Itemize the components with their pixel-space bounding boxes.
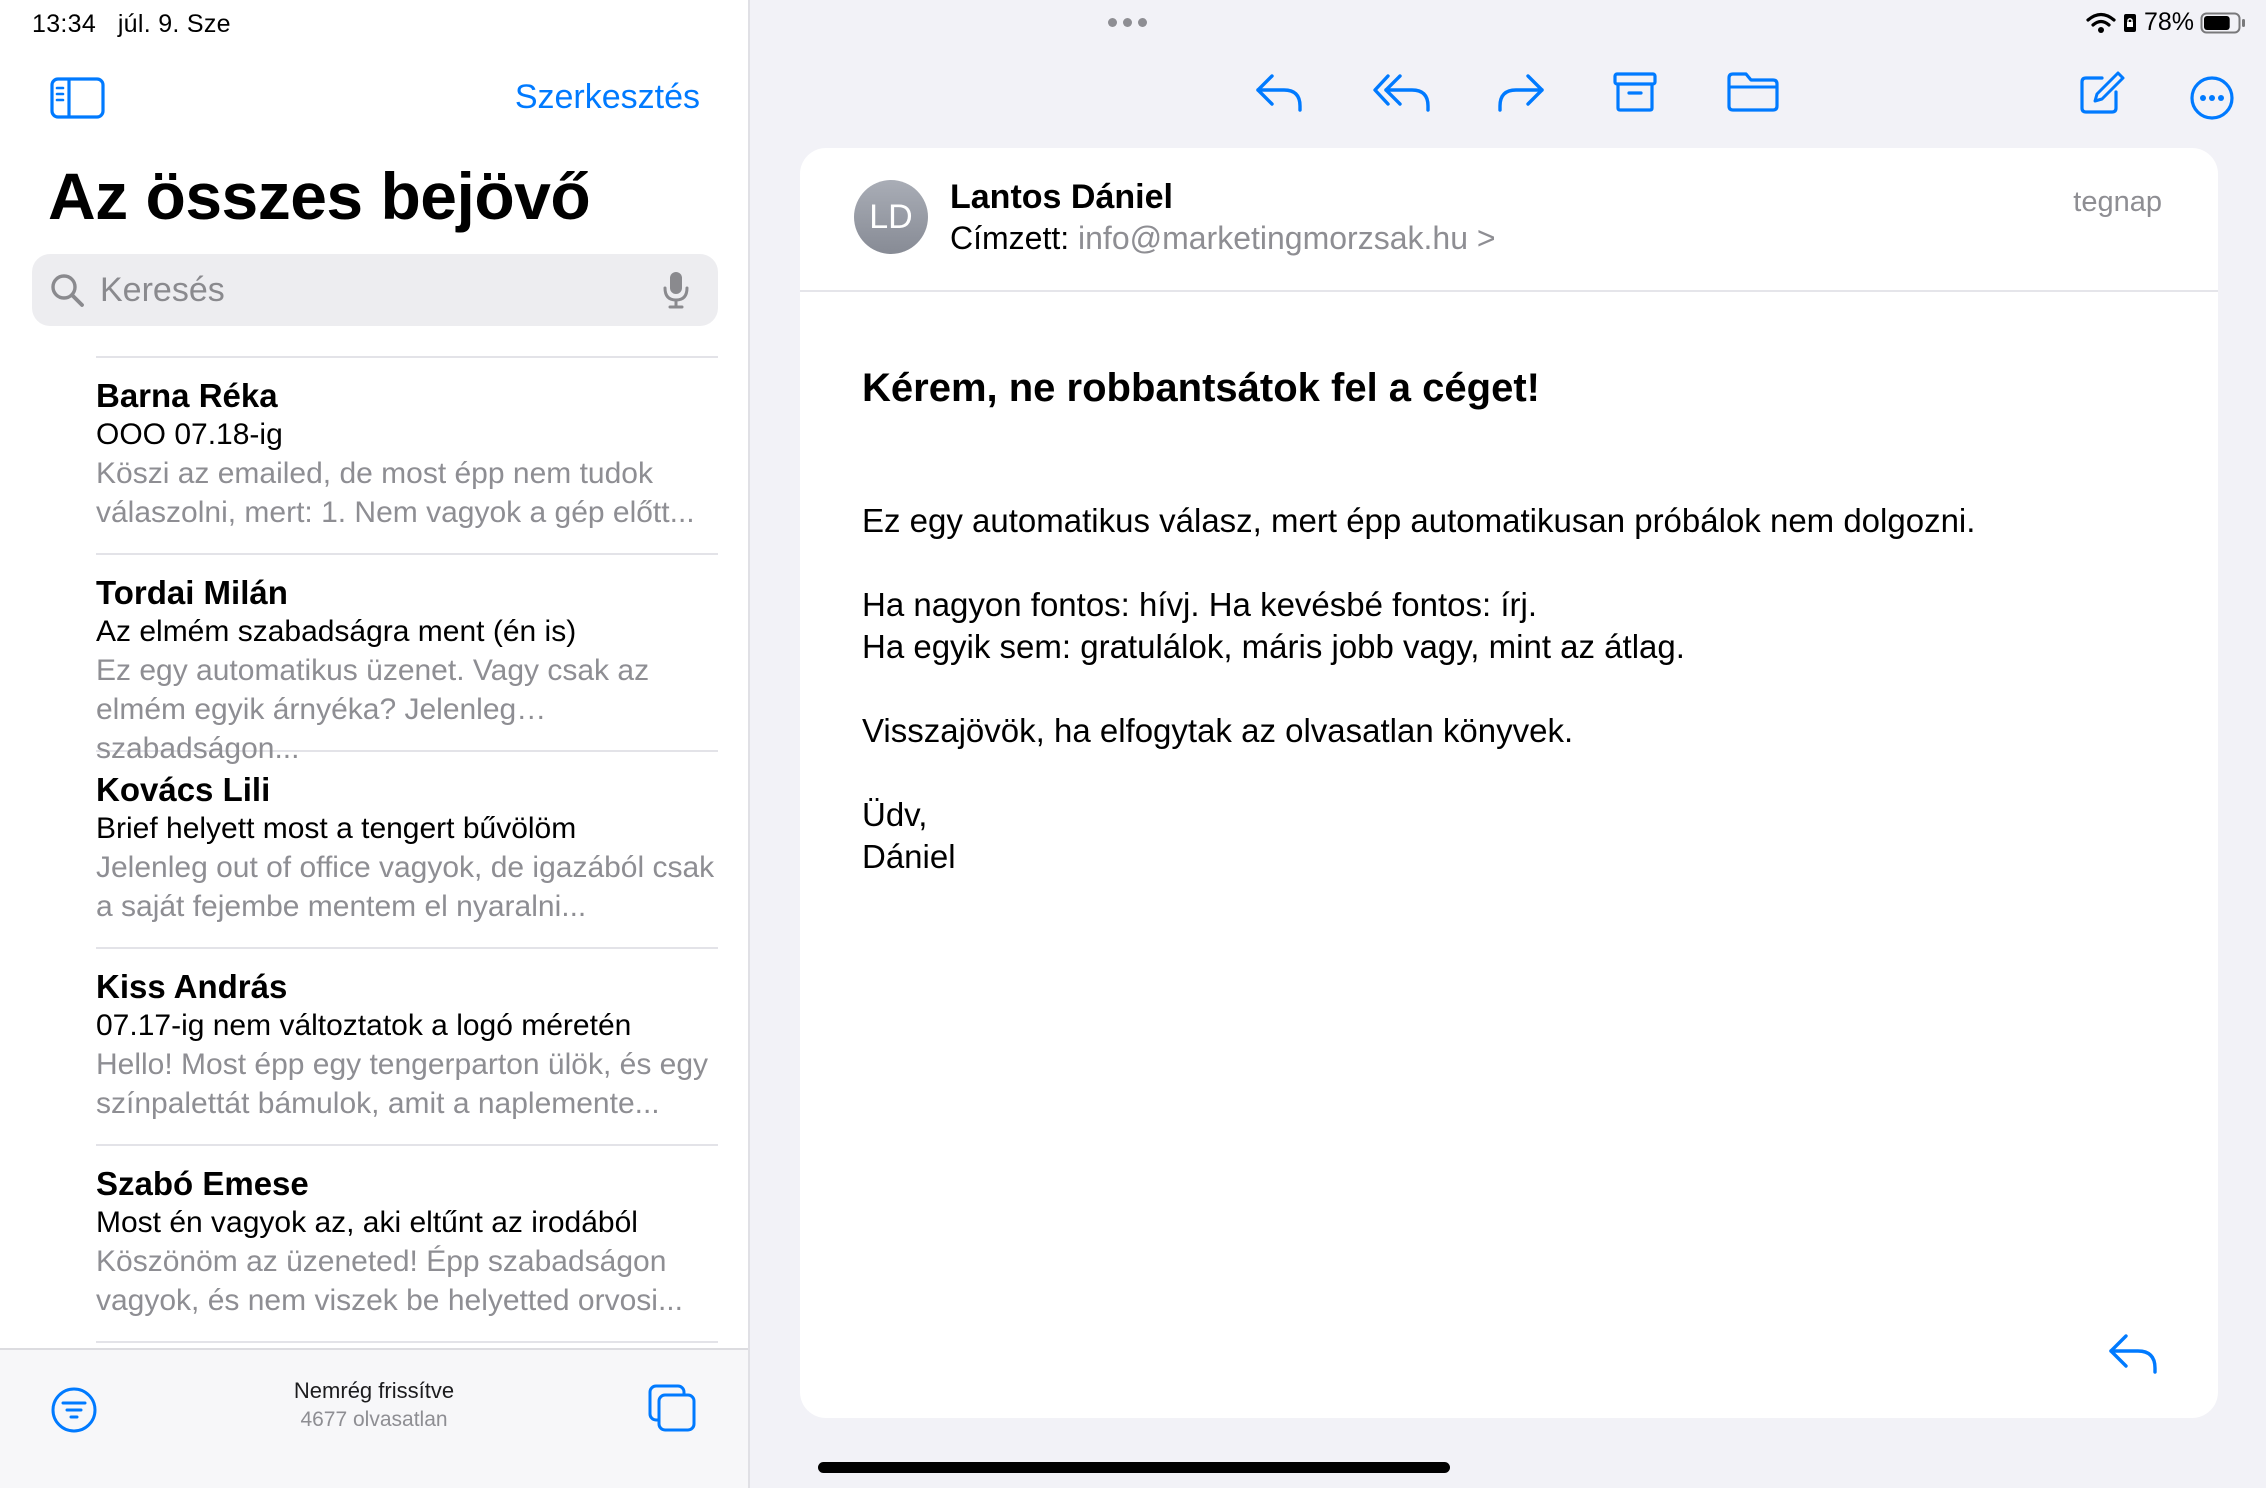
home-indicator[interactable] (818, 1462, 1450, 1473)
body-line: Ha nagyon fontos: hívj. Ha kevésbé fontos: írj. (862, 586, 1538, 623)
stacked-squares-icon (646, 1382, 698, 1434)
recipient-line[interactable] (950, 220, 1496, 257)
mail-preview: Jelenleg out of office vagyok, de igazából csak a saját fejembe mentem el nyaralni... (96, 851, 715, 923)
message-card (800, 148, 2218, 1418)
folder-icon (1726, 70, 1780, 114)
mail-list-item[interactable] (96, 750, 718, 947)
mailbox-pane (0, 0, 750, 1488)
recipient-address[interactable]: info@marketingmorzsak.hu > (1078, 220, 1496, 256)
search-bar (32, 254, 718, 326)
reply-icon (2106, 1328, 2160, 1376)
body-line: Üdv, (862, 796, 928, 833)
multi-window-button[interactable] (646, 1382, 698, 1434)
multitasking-dots[interactable] (1108, 18, 1147, 27)
mailbox-footer (0, 1348, 748, 1488)
body-line: Ha egyik sem: gratulálok, máris jobb vagy, mint az átlag. (862, 628, 1685, 665)
mail-subject: Az elmém szabadságra ment (én is) (96, 615, 577, 648)
mail-sender: Szabó Emese (96, 1165, 309, 1202)
wifi-icon (2086, 12, 2116, 34)
mail-sender: Barna Réka (96, 377, 278, 414)
archive-icon (1612, 70, 1658, 114)
mail-sender: Tordai Milán (96, 574, 288, 611)
message-body (862, 500, 2162, 920)
list-divider (96, 1341, 718, 1343)
more-button[interactable] (2188, 74, 2236, 122)
inline-reply-button[interactable] (2106, 1328, 2160, 1376)
status-time: 13:34 (32, 10, 97, 38)
body-paragraph (862, 794, 2162, 878)
header-divider (800, 290, 2218, 292)
orientation-lock-icon (2122, 12, 2138, 34)
mail-preview: Ez egy automatikus üzenet. Vagy csak az elmém egyik árnyéka? Jelenleg szabadságon... (96, 654, 650, 765)
status-date: júl. 9. Sze (117, 10, 231, 38)
battery-percent: 78% (2143, 8, 2194, 36)
forward-button[interactable] (1496, 70, 1546, 114)
page-title: Az összes bejövő (48, 159, 591, 233)
refresh-status (0, 1378, 748, 1432)
unread-count: 4677 olvasatlan (300, 1408, 448, 1431)
microphone-icon[interactable] (660, 270, 692, 310)
search-input[interactable] (100, 271, 660, 310)
mail-preview: Hello! Most épp egy tengerparton ülök, és egy színpalettát bámulok, amit a naplemente... (96, 1048, 709, 1120)
mail-subject: OOO 07.18-ig (96, 418, 283, 451)
message-date: tegnap (2073, 186, 2162, 218)
updated-label: Nemrég frissítve (293, 1378, 455, 1403)
mail-sender: Kovács Lili (96, 771, 271, 808)
edit-button[interactable]: Szerkesztés (514, 78, 700, 116)
message-subject: Kérem, ne robbantsátok fel a céget! (862, 366, 1540, 410)
mail-sender: Kiss András (96, 968, 288, 1005)
sidebar-icon (50, 76, 106, 120)
body-paragraph: Visszajövök, ha elfogytak az olvasatlan könyvek. (862, 712, 1574, 749)
body-line: Dániel (862, 838, 956, 875)
search-icon (48, 271, 86, 309)
mail-subject: Brief helyett most a tengert bűvölöm (96, 812, 577, 845)
mail-list (96, 356, 718, 1343)
sender-name[interactable]: Lantos Dániel (950, 178, 1173, 216)
mail-preview: Köszönöm az üzeneted! Épp szabadságon vagyok, és nem viszek be helyetted orvosi... (96, 1245, 683, 1317)
mail-preview: Köszi az emailed, de most épp nem tudok válaszolni, mert: 1. Nem vagyok a gép előtt... (96, 457, 695, 529)
move-to-folder-button[interactable] (1726, 70, 1780, 114)
archive-button[interactable] (1612, 70, 1658, 114)
mail-list-item[interactable] (96, 1144, 718, 1341)
status-time-date (32, 10, 231, 39)
mail-list-item[interactable] (96, 947, 718, 1144)
mail-subject: 07.17-ig nem változtatok a logó méretén (96, 1009, 632, 1042)
forward-icon (1496, 70, 1546, 114)
status-indicators (2086, 8, 2246, 37)
mail-list-item[interactable] (96, 356, 718, 553)
reply-all-icon (1372, 70, 1432, 114)
compose-icon (2078, 70, 2126, 116)
reply-all-button[interactable] (1372, 70, 1432, 114)
avatar[interactable]: LD (854, 180, 928, 254)
body-paragraph (862, 584, 2162, 668)
reply-button[interactable] (1254, 70, 1304, 114)
battery-icon (2200, 12, 2246, 34)
mail-list-item[interactable] (96, 553, 718, 765)
compose-button[interactable] (2078, 70, 2126, 116)
recipient-label: Címzett: (950, 220, 1070, 256)
reply-icon (1254, 70, 1304, 114)
sidebar-toggle-button[interactable] (50, 76, 106, 120)
mail-subject: Most én vagyok az, aki eltűnt az irodából (96, 1206, 638, 1239)
body-paragraph: Ez egy automatikus válasz, mert épp automatikusan próbálok nem dolgozni. (862, 502, 1976, 539)
more-icon (2188, 74, 2236, 122)
